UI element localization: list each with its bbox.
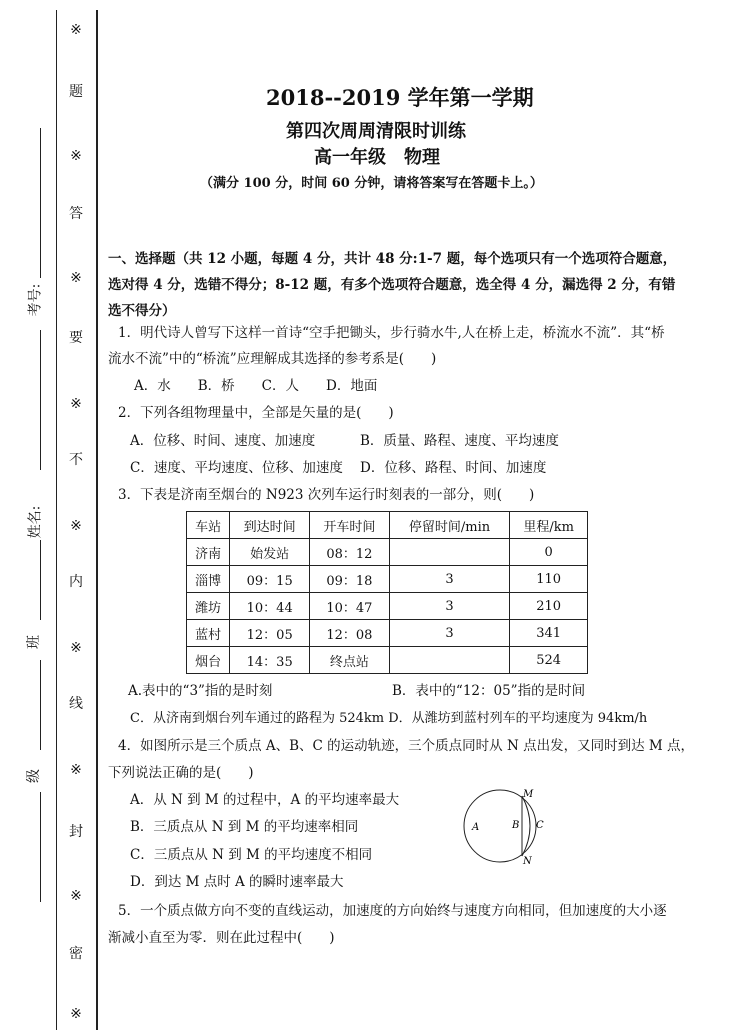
margin-line-inner <box>96 10 98 1030</box>
q4-stem-line-2: 下列说法正确的是( ) <box>108 765 254 781</box>
name-line <box>40 540 41 620</box>
q3-option-cd: C．从济南到烟台列车通过的路程为 524km D．从潍坊到蓝村列车的平均速度为 94km/h <box>130 711 648 726</box>
label-m: M <box>523 789 534 800</box>
table-cell <box>389 647 510 674</box>
section-heading-line-1: 一、选择题（共 12 小题，每题 4 分，共计 48 分:1-7 题，每个选项只有一个选项符合题意， <box>108 251 677 267</box>
table-header-row <box>187 512 588 539</box>
table-cell: 潍坊 <box>187 593 230 620</box>
q4-option-d: D．到达 M 点时 A 的瞬时速率最大 <box>130 874 344 890</box>
q3-option-b: B．表中的“12：05”指的是时间 <box>392 683 586 699</box>
seal-asterisk-icon: ※ <box>70 888 82 904</box>
q5-stem-line-2: 渐减小直至为零．则在此过程中( ) <box>108 930 335 946</box>
table-row <box>187 566 588 593</box>
table-cell: 终点站 <box>310 647 390 674</box>
seal-char: 不 <box>69 452 83 468</box>
table-cell: 10：44 <box>230 593 310 620</box>
label-b: B <box>512 820 520 831</box>
seal-asterisk-icon: ※ <box>70 22 82 38</box>
class-line <box>40 660 41 750</box>
trajectory-figure <box>462 786 552 866</box>
table-cell: 10：47 <box>310 593 390 620</box>
table-header: 到达时间 <box>230 512 310 539</box>
q4-option-c: C．三质点从 N 到 M 的平均速度不相同 <box>130 847 373 863</box>
q2-option-b: B．质量、路程、速度、平均速度 <box>360 433 559 449</box>
name-label: 姓名: <box>27 505 44 539</box>
section-heading-line-3: 选不得分） <box>108 303 176 319</box>
grade-label: 级 <box>26 769 42 783</box>
exam-no-line-2 <box>40 330 41 470</box>
q2-option-c: C．速度、平均速度、位移、加速度 <box>130 460 343 476</box>
seal-char: 题 <box>69 84 83 100</box>
table-cell: 始发站 <box>230 539 310 566</box>
q4-stem-line-1: 4．如图所示是三个质点 A、B、C 的运动轨迹，三个质点同时从 N 点出发，又同时到达 M 点， <box>118 738 694 754</box>
seal-asterisk-icon: ※ <box>70 1006 82 1022</box>
table-cell: 烟台 <box>187 647 230 674</box>
seal-char: 要 <box>69 330 83 346</box>
table-cell: 524 <box>510 647 588 674</box>
timetable <box>186 511 588 674</box>
margin-line-outer <box>56 10 57 1030</box>
label-c: C <box>536 820 544 831</box>
grade-line <box>40 792 41 902</box>
seal-char: 答 <box>69 206 83 222</box>
seal-asterisk-icon: ※ <box>70 762 82 778</box>
seal-asterisk-icon: ※ <box>70 270 82 286</box>
exam-no-line <box>40 128 41 278</box>
table-cell: 12：08 <box>310 620 390 647</box>
section-heading-line-2: 选对得 4 分，选错不得分；8-12 题，有多个选项符合题意，选全得 4 分，漏选得 2 分，有错 <box>108 277 676 293</box>
table-cell: 淄博 <box>187 566 230 593</box>
seal-char: 封 <box>69 824 83 840</box>
q4-option-a: A．从 N 到 M 的过程中，A 的平均速率最大 <box>130 792 400 808</box>
table-row <box>187 647 588 674</box>
seal-char: 线 <box>69 696 83 712</box>
q1-stem-line-1: 1．明代诗人曾写下这样一首诗“空手把锄头，步行骑水牛,人在桥上走，桥流水不流”．其“桥 <box>118 325 665 341</box>
q2-option-d: D．位移、路程、时间、加速度 <box>360 460 547 476</box>
seal-asterisk-icon: ※ <box>70 148 82 164</box>
exam-note: （满分 100 分，时间 60 分钟，请将答案写在答题卡上。） <box>200 176 543 191</box>
table-cell: 3 <box>389 620 510 647</box>
q3-option-a: A.表中的“3”指的是时刻 <box>128 683 273 699</box>
page-subtitle: 第四次周周清限时训练 <box>286 121 466 142</box>
label-a: A <box>472 822 480 833</box>
seal-char: 内 <box>69 574 83 590</box>
q2-stem: 2．下列各组物理量中，全部是矢量的是( ) <box>118 405 394 421</box>
table-row <box>187 620 588 647</box>
table-cell: 09：18 <box>310 566 390 593</box>
q1-options: A．水 B．桥 C．人 D．地面 <box>134 378 378 394</box>
seal-asterisk-icon: ※ <box>70 518 82 534</box>
exam-no-label: 考号: <box>27 283 44 317</box>
table-cell: 08：12 <box>310 539 390 566</box>
table-cell: 210 <box>510 593 588 620</box>
table-header: 开车时间 <box>310 512 390 539</box>
table-cell: 12：05 <box>230 620 310 647</box>
table-row <box>187 539 588 566</box>
table-cell: 蓝村 <box>187 620 230 647</box>
q3-stem: 3．下表是济南至烟台的 N923 次列车运行时刻表的一部分，则( ) <box>118 487 535 503</box>
table-cell: 3 <box>389 593 510 620</box>
table-header: 停留时间/min <box>389 512 510 539</box>
seal-char: 密 <box>69 946 83 962</box>
table-row <box>187 593 588 620</box>
table-cell: 济南 <box>187 539 230 566</box>
q1-stem-line-2: 流水不流”中的“桥流”应理解成其选择的参考系是( ) <box>108 351 437 367</box>
q2-option-a: A．位移、时间、速度、加速度 <box>130 433 316 449</box>
table-cell: 09：15 <box>230 566 310 593</box>
table-cell: 110 <box>510 566 588 593</box>
table-cell: 14：35 <box>230 647 310 674</box>
table-cell <box>389 539 510 566</box>
page-title: 2018--2019 学年第一学期 <box>266 85 534 110</box>
seal-asterisk-icon: ※ <box>70 640 82 656</box>
seal-asterisk-icon: ※ <box>70 396 82 412</box>
table-cell: 0 <box>510 539 588 566</box>
class-label: 班 <box>26 635 42 649</box>
label-n: N <box>523 856 532 866</box>
table-header: 车站 <box>187 512 230 539</box>
q4-option-b: B．三质点从 N 到 M 的平均速率相同 <box>130 819 359 835</box>
table-cell: 341 <box>510 620 588 647</box>
q5-stem-line-1: 5．一个质点做方向不变的直线运动，加速度的方向始终与速度方向相同，但加速度的大小逐 <box>118 903 667 919</box>
grade-subject: 高一年级 物理 <box>314 147 440 168</box>
table-cell: 3 <box>389 566 510 593</box>
table-header: 里程/km <box>510 512 588 539</box>
